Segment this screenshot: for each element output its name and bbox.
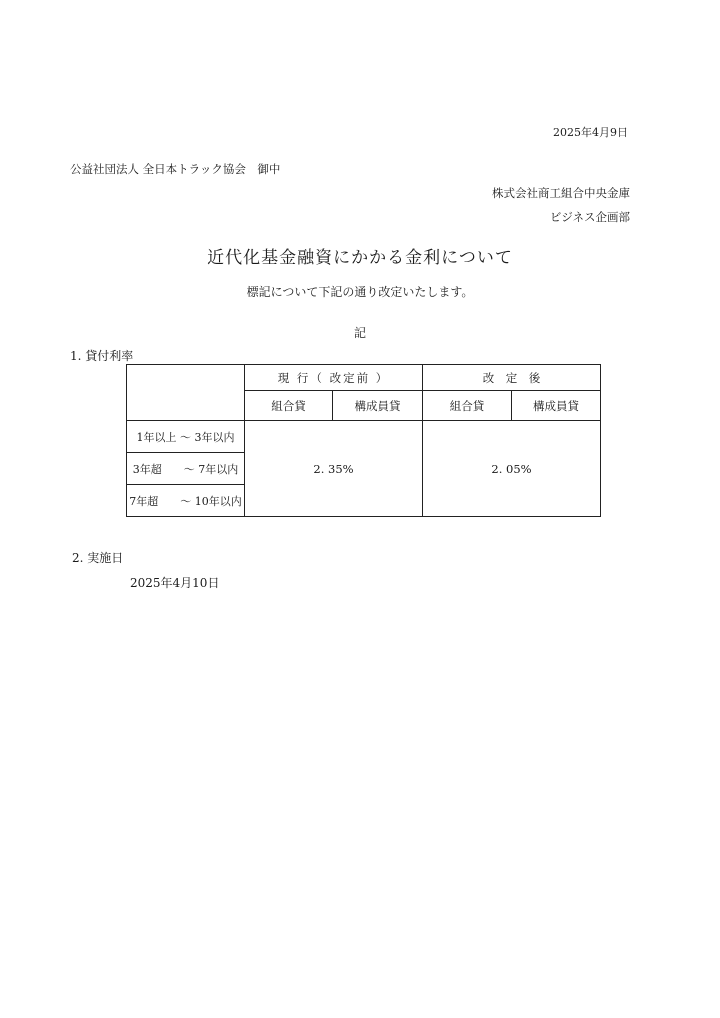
recipient: 公益社団法人 全日本トラック協会 御中 — [70, 162, 281, 176]
ki-marker: 記 — [353, 326, 366, 340]
section-heading-effective-date: 2. 実施日 — [72, 551, 124, 565]
table-corner-cell — [127, 365, 245, 421]
subheader-revised-union-loan: 組合貸 — [423, 391, 512, 421]
sender-department: ビジネス企画部 — [549, 210, 630, 224]
term-row-label: 3年超 ～ 7年以内 — [127, 453, 245, 485]
subheader-current-union-loan: 組合貸 — [245, 391, 333, 421]
intro-text: 標記について下記の通り改定いたします。 — [246, 285, 474, 299]
term-row-label: 1年以上 ～ 3年以内 — [127, 421, 245, 453]
revised-rate-value: 2. 05% — [423, 421, 601, 517]
rate-table — [126, 364, 601, 517]
subheader-current-member-loan: 構成員貸 — [333, 391, 423, 421]
current-rate-value: 2. 35% — [245, 421, 423, 517]
term-row-label: 7年超 ～ 10年以内 — [127, 485, 245, 517]
document-date: 2025年4月9日 — [553, 126, 628, 139]
document-title: 近代化基金融資にかかる金利について — [207, 248, 513, 268]
subheader-revised-member-loan: 構成員貸 — [512, 391, 601, 421]
sender-organization: 株式会社商工組合中央金庫 — [492, 186, 630, 200]
current-rate-header: 現 行（ 改定前 ） — [245, 365, 423, 391]
section-heading-lending-rate: 1. 貸付利率 — [70, 349, 134, 363]
revised-rate-header: 改 定 後 — [423, 365, 601, 391]
effective-date: 2025年4月10日 — [130, 576, 220, 590]
